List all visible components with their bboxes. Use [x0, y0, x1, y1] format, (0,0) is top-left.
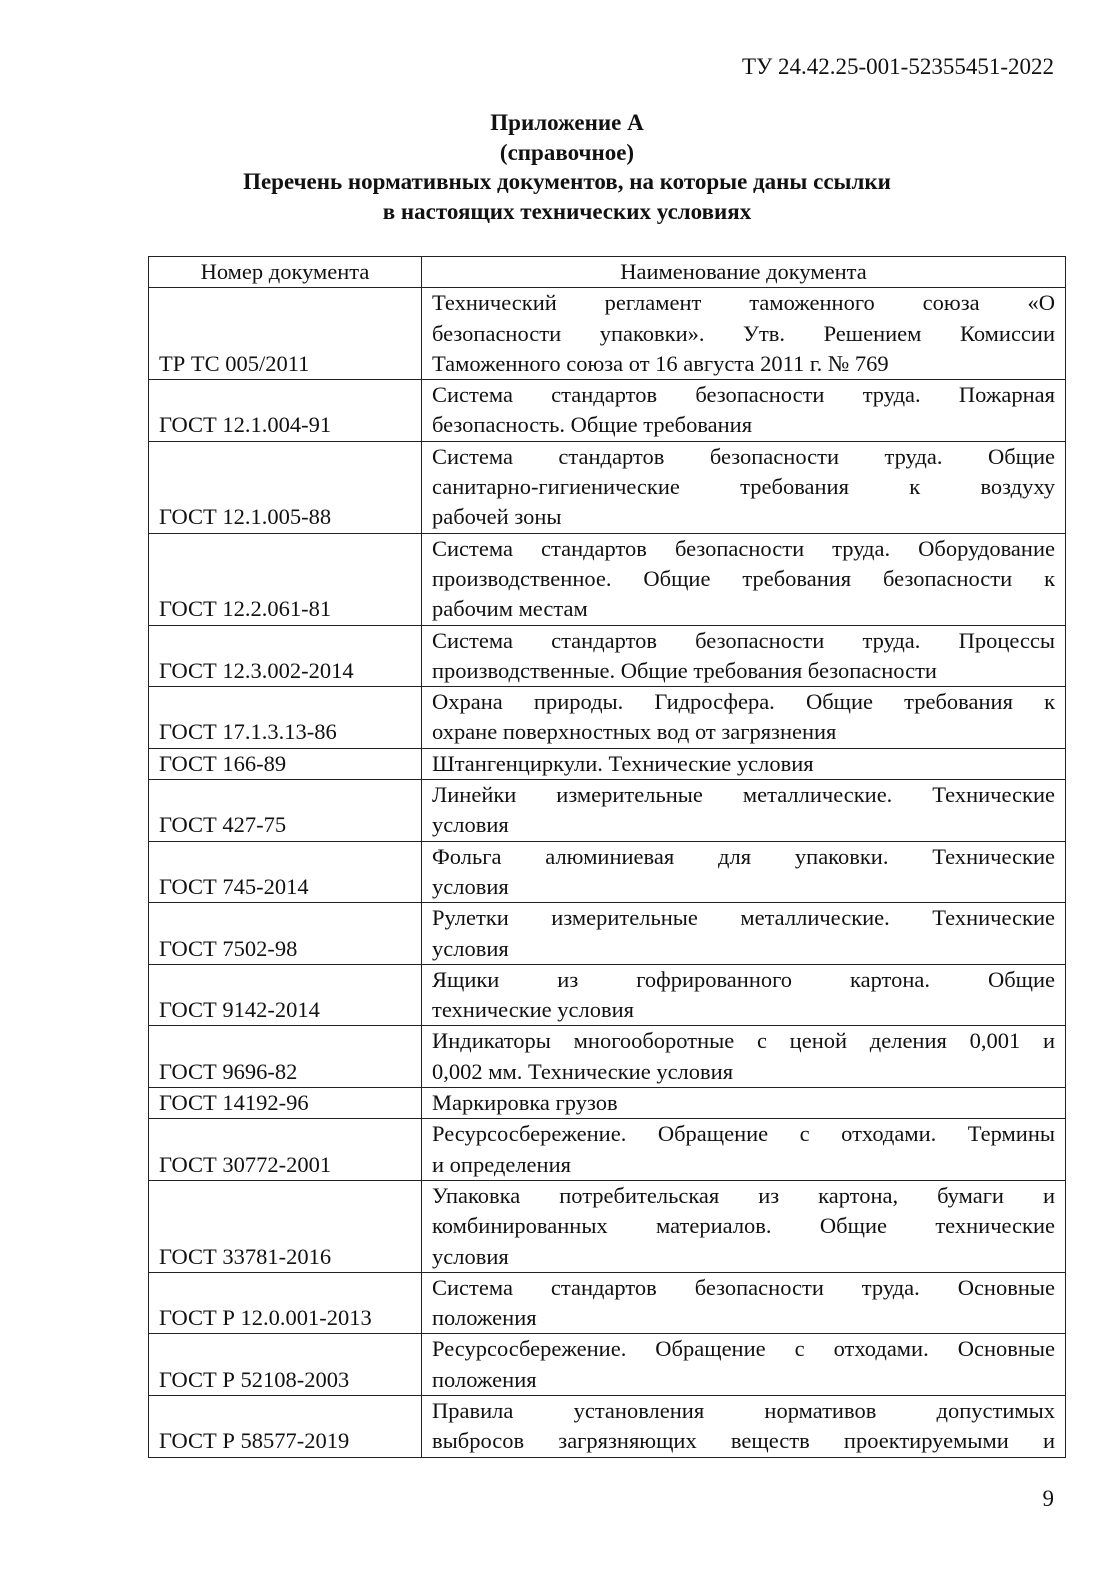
table-row	[149, 1119, 1066, 1181]
table-header-row	[149, 257, 1066, 288]
references-table	[148, 256, 1066, 1458]
document-name-line: санитарно-гигиенические требования к воздуху	[432, 474, 1055, 500]
document-name-line: безопасность. Общие требования	[432, 412, 753, 438]
document-name-line: рабочим местам	[432, 596, 588, 622]
document-name	[422, 1088, 1066, 1119]
document-name-line: производственное. Общие требования безопасности к	[432, 565, 1055, 591]
table-row	[149, 841, 1066, 903]
document-name-line: Фольга алюминиевая для упаковки. Технические	[432, 843, 1055, 869]
table-row	[149, 625, 1066, 687]
document-number: ГОСТ 30772-2001	[149, 1119, 422, 1181]
document-number: ГОСТ Р 52108-2003	[149, 1334, 422, 1396]
document-name-line: Правила установления нормативов допустимых	[432, 1397, 1055, 1423]
document-number: ТР ТС 005/2011	[149, 288, 422, 380]
appendix-subtitle: Перечень нормативных документов, на которые даны ссылки	[243, 169, 891, 194]
document-name-line: Таможенного союза от 16 августа 2011 г. № 769	[432, 350, 889, 376]
table-row	[149, 533, 1066, 625]
document-code: ТУ 24.42.25-001-52355451-2022	[741, 54, 1054, 79]
table-row	[149, 964, 1066, 1026]
document-name-line: положения	[432, 1366, 537, 1392]
table-row	[149, 380, 1066, 442]
document-name	[422, 380, 1066, 442]
document-name-line: Система стандартов безопасности труда. Оборудование	[432, 535, 1055, 561]
table-row	[149, 1026, 1066, 1088]
table-row	[149, 903, 1066, 965]
table-row	[149, 748, 1066, 779]
table-row	[149, 288, 1066, 380]
document-number: ГОСТ 12.2.061-81	[149, 533, 422, 625]
document-number: ГОСТ 427-75	[149, 780, 422, 842]
document-name-line: технические условия	[432, 997, 635, 1023]
table-row	[149, 780, 1066, 842]
document-name-line: Линейки измерительные металлические. Технические	[432, 782, 1055, 808]
document-number: ГОСТ 14192-96	[149, 1088, 422, 1119]
document-name-line: Ресурсосбережение. Обращение с отходами. Основные	[432, 1336, 1055, 1362]
document-name-line: Упаковка потребительская из картона, бумаги и	[432, 1182, 1055, 1208]
appendix-heading: Приложение А	[490, 110, 644, 135]
document-name	[422, 1119, 1066, 1181]
document-number: ГОСТ Р 12.0.001-2013	[149, 1272, 422, 1334]
document-name-line: производственные. Общие требования безопасности	[432, 657, 937, 683]
document-name-line: условия	[432, 1243, 509, 1269]
table-row	[149, 1272, 1066, 1334]
column-header-number: Номер документа	[149, 257, 422, 288]
document-name-line: Система стандартов безопасности труда. Основные	[432, 1274, 1055, 1300]
document-name	[422, 1026, 1066, 1088]
document-number: ГОСТ 33781-2016	[149, 1180, 422, 1272]
appendix-type: (справочное)	[499, 139, 635, 165]
document-name-line: условия	[432, 873, 509, 899]
document-name-line: 0,002 мм. Технические условия	[432, 1058, 734, 1084]
document-name	[422, 687, 1066, 749]
table-row	[149, 1088, 1066, 1119]
document-name-line: положения	[432, 1305, 537, 1331]
table-row	[149, 441, 1066, 533]
document-name	[422, 964, 1066, 1026]
document-number: ГОСТ 17.1.3.13-86	[149, 687, 422, 749]
table-row	[149, 687, 1066, 749]
document-number: ГОСТ 7502-98	[149, 903, 422, 965]
document-name	[422, 903, 1066, 965]
document-number: ГОСТ 9142-2014	[149, 964, 422, 1026]
document-name	[422, 533, 1066, 625]
document-name-line: условия	[432, 935, 509, 961]
document-number: ГОСТ 166-89	[149, 748, 422, 779]
document-number: ГОСТ 12.1.005-88	[149, 441, 422, 533]
document-name	[422, 1334, 1066, 1396]
document-name-line: условия	[432, 812, 509, 838]
document-name-line: Система стандартов безопасности труда. Пожарная	[432, 382, 1055, 408]
appendix-title	[12, 108, 1110, 226]
document-name-line: Ресурсосбережение. Обращение с отходами. Термины	[432, 1121, 1055, 1147]
document-name-line: Рулетки измерительные металлические. Технические	[432, 905, 1055, 931]
document-name	[422, 1395, 1066, 1457]
document-name	[422, 625, 1066, 687]
table-row	[149, 1334, 1066, 1396]
document-number: ГОСТ 9696-82	[149, 1026, 422, 1088]
document-number: ГОСТ 12.1.004-91	[149, 380, 422, 442]
document-name-line: охране поверхностных вод от загрязнения	[432, 719, 837, 745]
document-name	[422, 748, 1066, 779]
document-name-line: Технический регламент таможенного союза «О	[432, 290, 1055, 316]
document-name	[422, 1272, 1066, 1334]
document-name	[422, 841, 1066, 903]
document-name-line: рабочей зоны	[432, 504, 562, 530]
document-name	[422, 441, 1066, 533]
document-name-line: Индикаторы многооборотные с ценой деления 0,001 и	[432, 1028, 1055, 1054]
document-name	[422, 780, 1066, 842]
column-header-name: Наименование документа	[422, 257, 1066, 288]
document-name-line: и определения	[432, 1151, 571, 1177]
document-number: ГОСТ Р 58577-2019	[149, 1395, 422, 1457]
document-name-line: Система стандартов безопасности труда. Процессы	[432, 627, 1055, 653]
document-name-line: Штангенциркули. Технические условия	[432, 750, 814, 776]
page-number: 9	[1042, 1486, 1054, 1511]
document-name-line: Маркировка грузов	[432, 1090, 618, 1116]
document-name-line: безопасности упаковки». Утв. Решением Комиссии	[432, 320, 1055, 346]
table-row	[149, 1395, 1066, 1457]
appendix-subtitle-cont: в настоящих технических условиях	[382, 198, 752, 224]
document-name	[422, 288, 1066, 380]
table-row	[149, 1180, 1066, 1272]
document-name-line: Система стандартов безопасности труда. Общие	[432, 443, 1055, 469]
document-number: ГОСТ 12.3.002-2014	[149, 625, 422, 687]
document-name-line: комбинированных материалов. Общие технические	[432, 1213, 1055, 1239]
document-number: ГОСТ 745-2014	[149, 841, 422, 903]
document-name-line: Охрана природы. Гидросфера. Общие требования к	[432, 689, 1055, 715]
document-name	[422, 1180, 1066, 1272]
document-name-line: Ящики из гофрированного картона. Общие	[432, 966, 1055, 992]
document-name-line: выбросов загрязняющих веществ проектируемыми и	[432, 1428, 1055, 1454]
